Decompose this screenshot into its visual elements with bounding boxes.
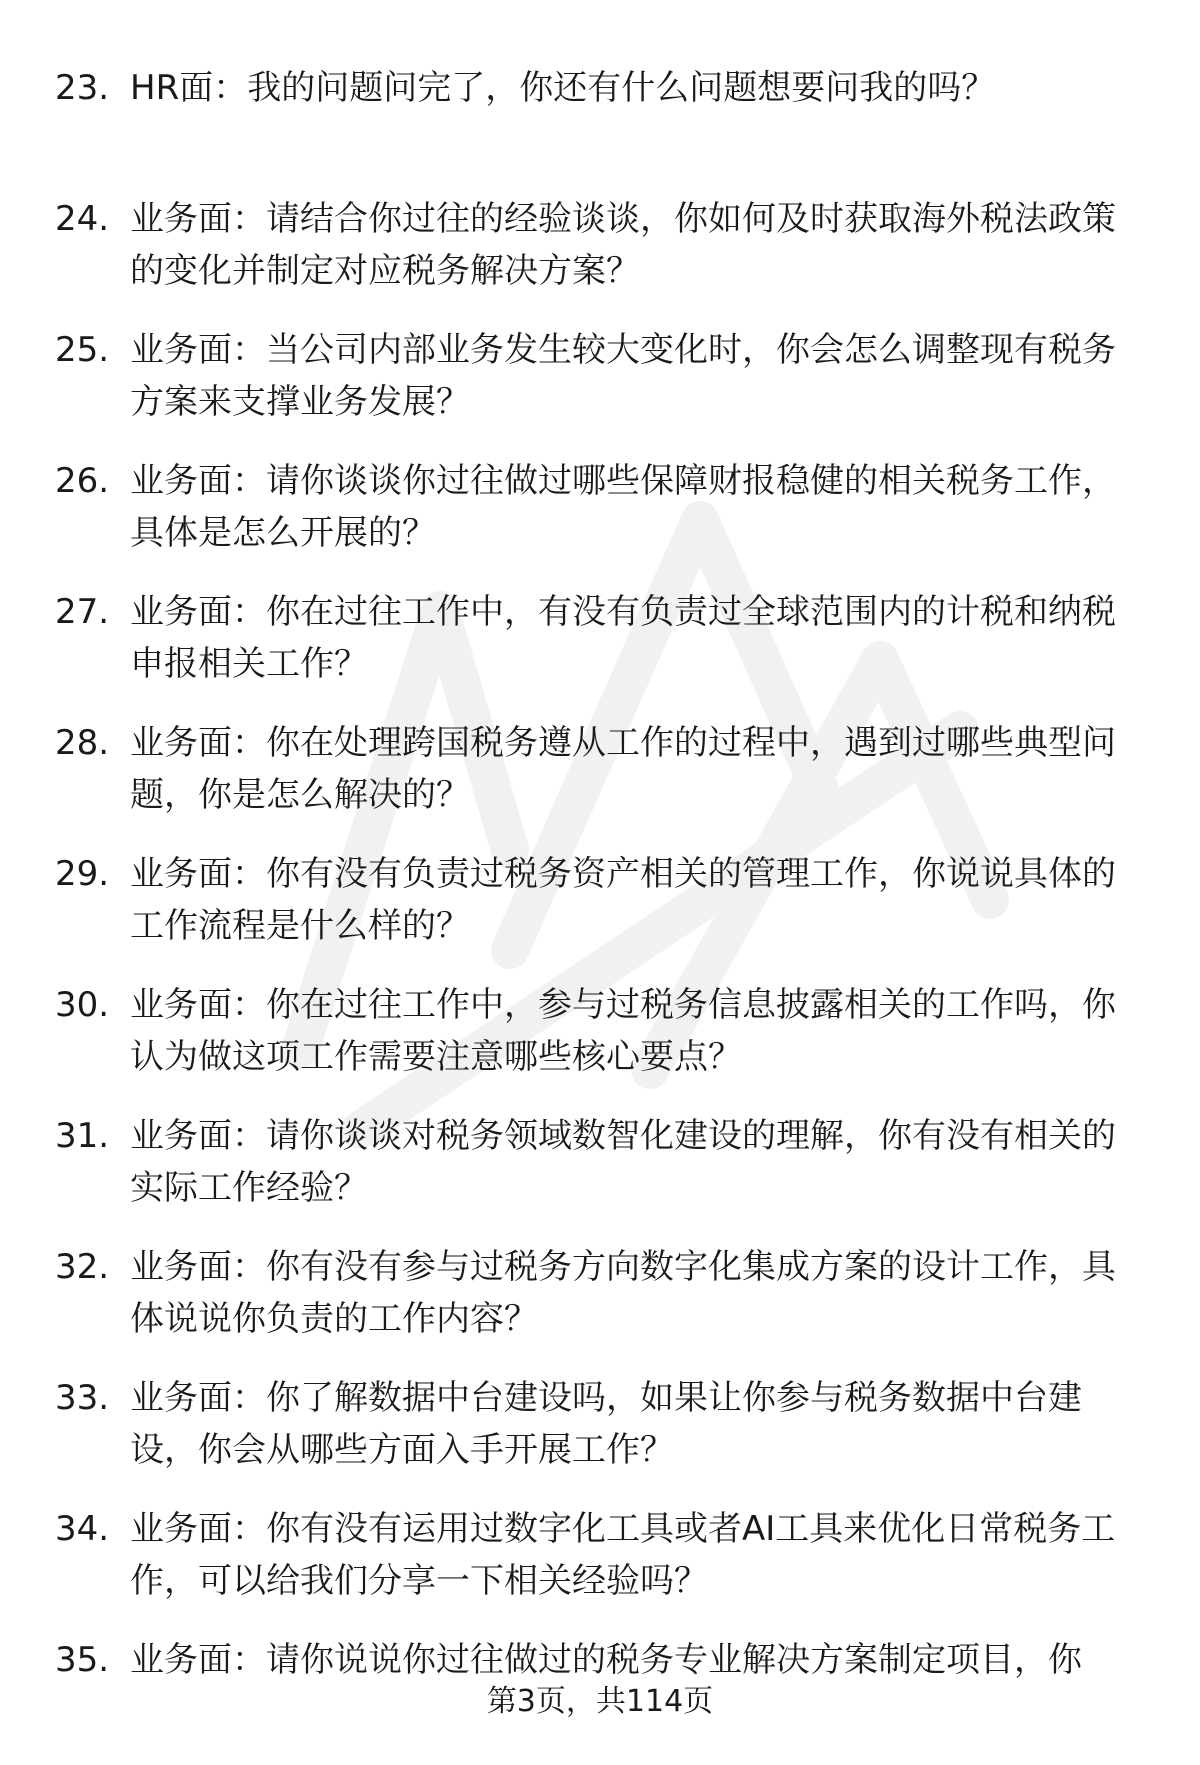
question-item [0,193,1200,324]
question-item [0,848,1200,979]
question-item [0,324,1200,455]
question-number: 30. [55,985,110,1025]
question-text: 业务面：你在过往工作中，有没有负责过全球范围内的计税和纳税申报相关工作？ [130,592,1116,684]
question-number: 24. [55,199,110,239]
question-number: 23. [55,68,110,108]
question-number: 29. [55,854,110,894]
question-text: 业务面：你有没有运用过数字化工具或者AI工具来优化日常税务工作，可以给我们分享一下相关经验吗？ [130,1509,1116,1601]
question-item [0,1110,1200,1241]
question-item [0,455,1200,586]
question-text: 业务面：你有没有负责过税务资产相关的管理工作，你说说具体的工作流程是什么样的？ [130,854,1116,946]
question-item [0,62,1200,193]
question-text: 业务面：你有没有参与过税务方向数字化集成方案的设计工作，具体说说你负责的工作内容？ [130,1247,1116,1339]
question-text: 业务面：你在处理跨国税务遵从工作的过程中，遇到过哪些典型问题，你是怎么解决的？ [130,723,1116,815]
page-number-footer: 第3页，共114页 [486,1684,714,1719]
question-item [0,1241,1200,1372]
question-text: 业务面：当公司内部业务发生较大变化时，你会怎么调整现有税务方案来支撑业务发展？ [130,330,1116,422]
question-number: 34. [55,1509,110,1549]
question-text: 业务面：你了解数据中台建设吗，如果让你参与税务数据中台建设，你会从哪些方面入手开展工作？ [130,1378,1082,1470]
question-number: 25. [55,330,110,370]
question-number: 27. [55,592,110,632]
question-number: 26. [55,461,110,501]
question-text: 业务面：请结合你过往的经验谈谈，你如何及时获取海外税法政策的变化并制定对应税务解决方案？ [130,199,1116,291]
question-item [0,1372,1200,1503]
question-text: 业务面：请你谈谈你过往做过哪些保障财报稳健的相关税务工作，具体是怎么开展的？ [130,461,1116,553]
question-item [0,1503,1200,1634]
question-number: 31. [55,1116,110,1156]
question-text: 业务面：请你说说你过往做过的税务专业解决方案制定项目，你 [130,1640,1082,1680]
question-item [0,979,1200,1110]
question-number: 32. [55,1247,110,1287]
question-text: 业务面：你在过往工作中，参与过税务信息披露相关的工作吗，你认为做这项工作需要注意哪些核心要点？ [130,985,1116,1077]
question-list [0,62,1200,1765]
question-item [0,717,1200,848]
question-number: 28. [55,723,110,763]
question-number: 35. [55,1640,110,1680]
question-text: HR面：我的问题问完了，你还有什么问题想要问我的吗？ [130,68,996,108]
question-text: 业务面：请你谈谈对税务领域数智化建设的理解，你有没有相关的实际工作经验？ [130,1116,1116,1208]
question-item [0,586,1200,717]
question-number: 33. [55,1378,110,1418]
